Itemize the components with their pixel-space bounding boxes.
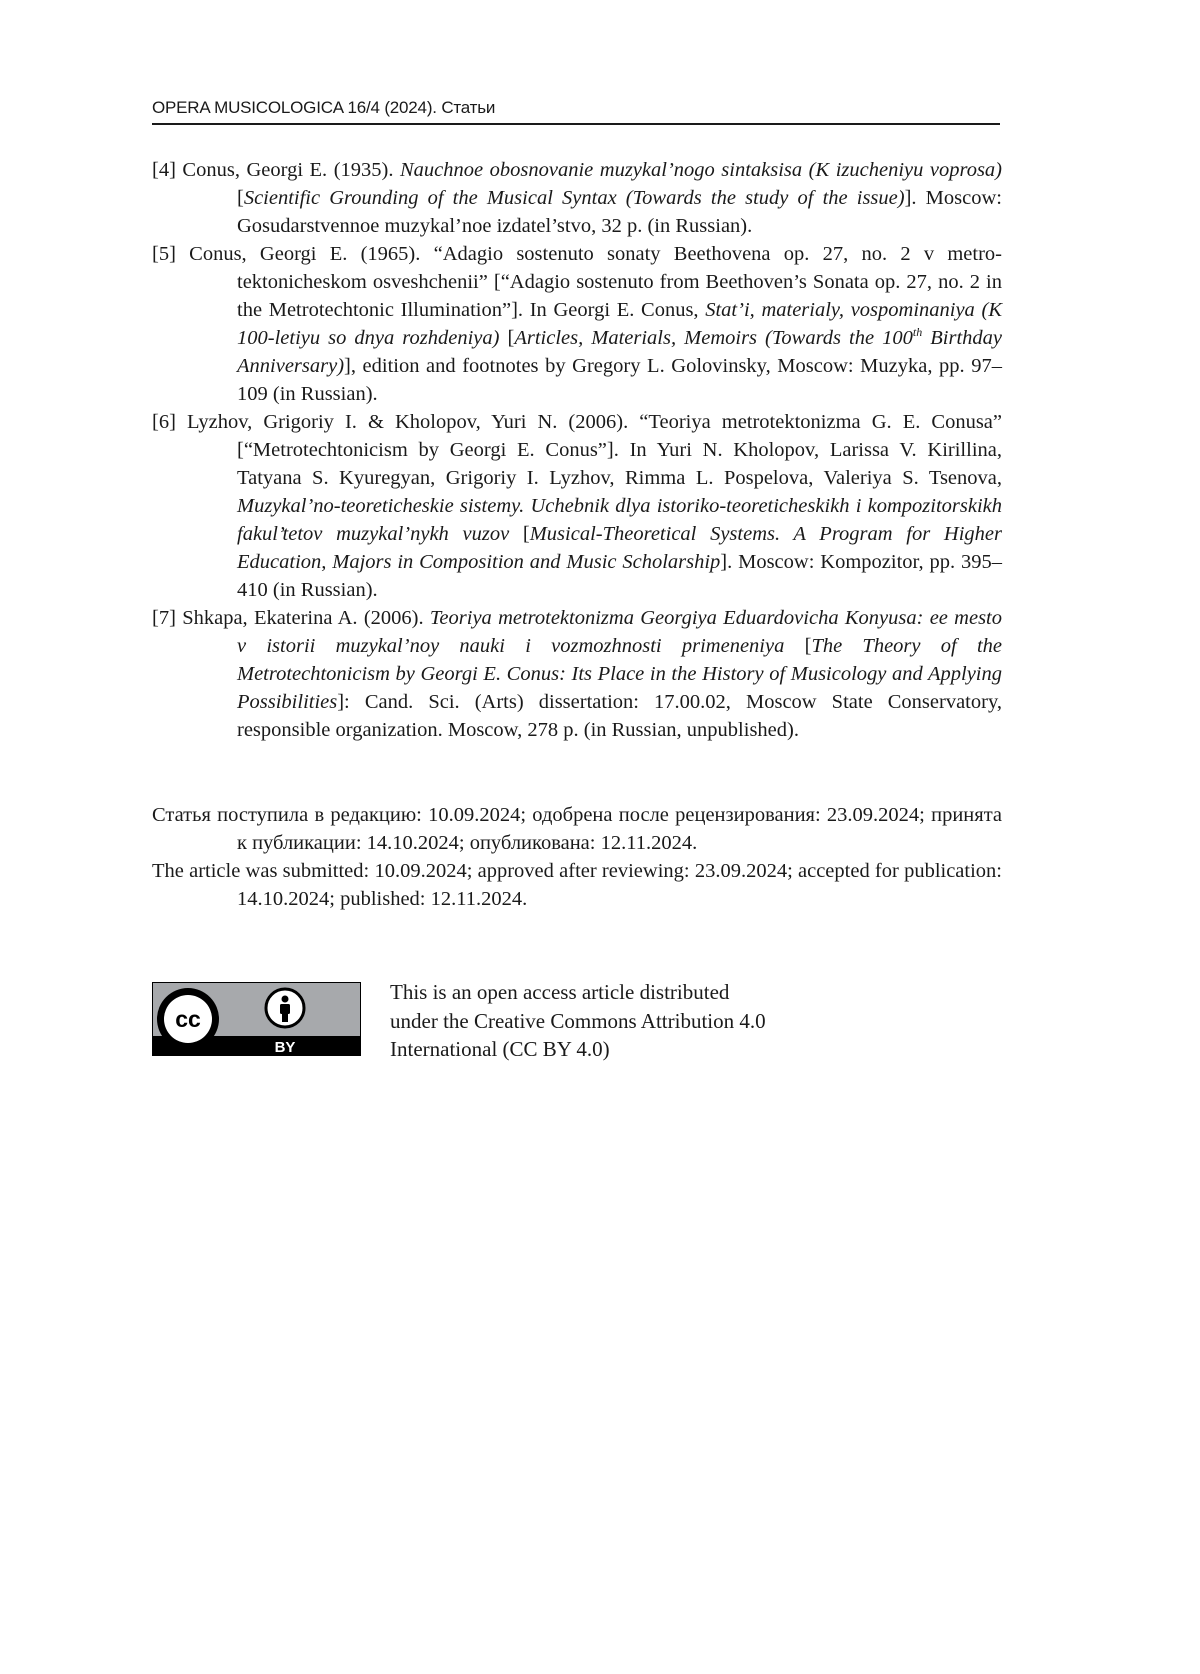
running-title: OPERA MUSICOLOGICA 16/4 (2024). Статьи bbox=[152, 98, 495, 117]
dates-russian: Статья поступила в редакцию: 10.09.2024; одобрена после рецензирования: 23.09.2024; принята к публикации: 14.10.2024; опубликована: 12.11.2024. bbox=[152, 801, 1002, 857]
reference-title-translation: Birthday Anniversary) bbox=[237, 327, 1002, 377]
license-statement bbox=[390, 978, 990, 1064]
reference-item bbox=[152, 604, 1002, 744]
reference-text: Conus, Georgi E. (1935). bbox=[182, 159, 400, 181]
license-line: under the Creative Commons Attribution 4.0 bbox=[390, 1007, 990, 1036]
person-body bbox=[280, 1004, 290, 1014]
reference-title-translation: Musical-Theoretical Systems. A Program for Higher Education, Majors in Composition and Music Scholarship bbox=[237, 523, 1002, 573]
reference-text: Shkapa, Ekaterina A. (2006). bbox=[182, 607, 430, 629]
reference-title-translation: Scientific Grounding of the Musical Syntax (Towards the study of the issue) bbox=[244, 187, 905, 209]
creative-commons-by-icon bbox=[152, 982, 361, 1056]
reference-text: [ bbox=[509, 523, 530, 545]
running-header bbox=[152, 98, 1000, 125]
reference-item bbox=[152, 240, 1002, 408]
reference-list bbox=[152, 156, 1002, 744]
reference-text: Lyzhov, Grigoriy I. & Kholopov, Yuri N. (2006). “Teoriya metrotektonizma G. E. Conusa” [“Metrotechtonicism by Georgi E. Conus”]. In Yuri N. Kholopov, Larissa V. Kirillina, Tatyana S. Kyuregyan, Grigoriy I. Lyzhov, Rimma L. Pospelova, Valeriya S. Tsenova, bbox=[187, 411, 1002, 489]
license-block bbox=[152, 982, 1012, 1062]
reference-number: [7] bbox=[152, 607, 176, 629]
reference-item bbox=[152, 408, 1002, 604]
reference-title: Stat’i, materialy, vospominaniya (K 100-letiyu so dnya rozhdeniya) bbox=[237, 299, 1002, 349]
reference-number: [4] bbox=[152, 159, 176, 181]
person-legs bbox=[282, 1013, 288, 1022]
reference-text: Conus, Georgi E. (1965). “Adagio sostenuto sonaty Beethovena op. 27, no. 2 v metro-tektonicheskom osveshchenii” [“Adagio sostenuto from Beethoven’s Sonata op. 27, no. 2 in the Metrotechtonic Illumination”]. In Georgi E. Conus, bbox=[189, 243, 1002, 321]
reference-title: Nauchnoe obosnovanie muzykal’nogo sintaksisa (K izucheniyu voprosa) bbox=[400, 159, 1002, 181]
reference-number: [6] bbox=[152, 411, 176, 433]
reference-item bbox=[152, 156, 1002, 240]
reference-title-translation: The Theory of the Metrotechtonicism by Georgi E. Conus: Its Place in the History of Musicology and Applying Possibilities bbox=[237, 635, 1002, 713]
reference-number: [5] bbox=[152, 243, 176, 265]
reference-title: Teoriya metrotektonizma Georgiya Eduardovicha Konyusa: ee mesto v istorii muzykal’noy nauki i vozmozhnosti primeneniya bbox=[237, 607, 1002, 657]
ordinal-suffix: th bbox=[913, 325, 922, 339]
license-line: This is an open access article distributed bbox=[390, 978, 990, 1007]
person-head bbox=[282, 996, 289, 1003]
article-dates bbox=[152, 801, 1002, 913]
by-label: BY bbox=[275, 1039, 296, 1056]
reference-text: ], edition and footnotes by Gregory L. Golovinsky, Moscow: Muzyka, pp. 97–109 (in Russian). bbox=[237, 355, 1002, 405]
reference-text: ]. Moscow: Kompozitor, pp. 395–410 (in Russian). bbox=[237, 551, 1002, 601]
reference-title-translation: Articles, Materials, Memoirs (Towards the 100 bbox=[514, 327, 913, 349]
reference-text: [ bbox=[237, 187, 244, 209]
license-line: International (CC BY 4.0) bbox=[390, 1035, 990, 1064]
reference-title: Muzykal’no-teoreticheskie sistemy. Uchebnik dlya istoriko-teoreticheskikh i kompozitorskikh fakul’tetov muzykal’nykh vuzov bbox=[237, 495, 1002, 545]
reference-text: [ bbox=[499, 327, 514, 349]
reference-text: ]. Moscow: Gosudarstvennoe muzykal’noe izdatel’stvo, 32 p. (in Russian). bbox=[237, 187, 1002, 237]
cc-letters: cc bbox=[175, 1006, 201, 1032]
reference-text: ]: Cand. Sci. (Arts) dissertation: 17.00.02, Moscow State Conservatory, responsible organization. Moscow, 278 p. (in Russian, unpublished). bbox=[237, 691, 1002, 741]
dates-english: The article was submitted: 10.09.2024; approved after reviewing: 23.09.2024; accepted for publication: 14.10.2024; published: 12.11.2024. bbox=[152, 857, 1002, 913]
reference-text: [ bbox=[784, 635, 811, 657]
